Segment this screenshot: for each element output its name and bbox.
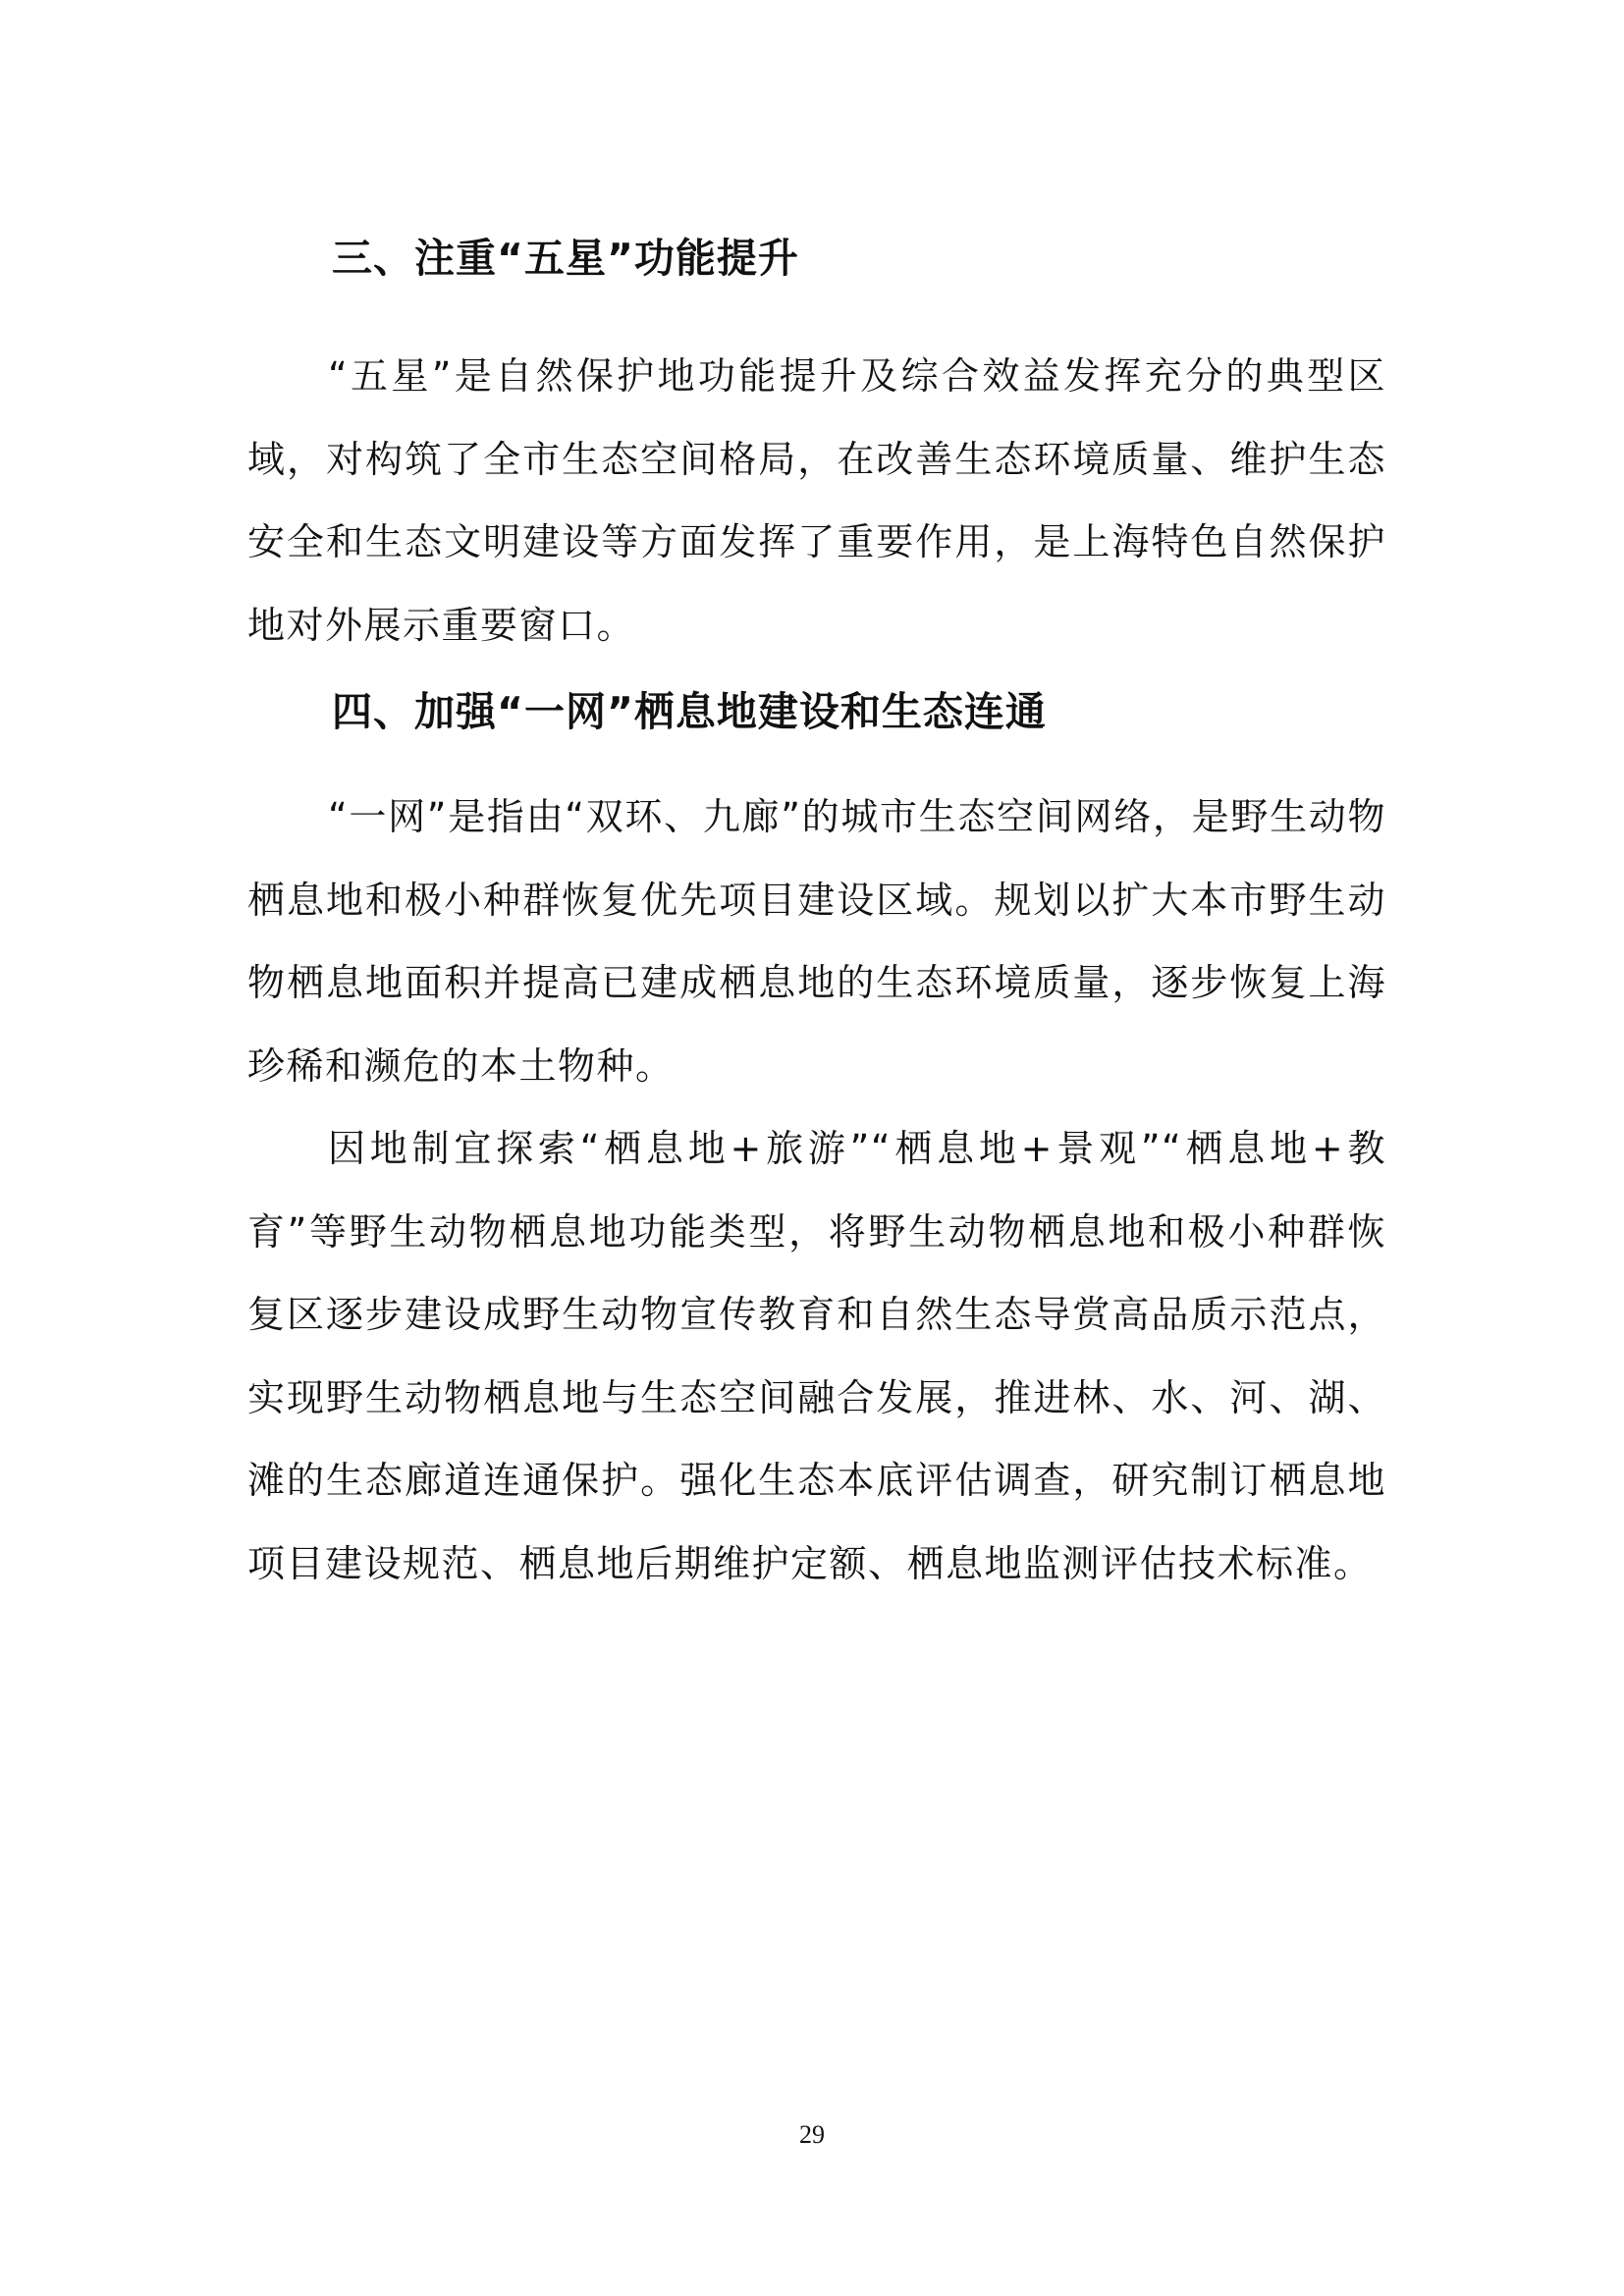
section-heading-four: 四、加强“一网”栖息地建设和生态连通 — [332, 688, 1047, 735]
page-number: 29 — [799, 2120, 825, 2149]
paragraph: “一网”是指由“双环、九廊”的城市生态空间网络，是野生动物栖息地和极小种群恢复优先项目建设区域。规划以扩大本市野生动物栖息地面积并提高已建成栖息地的生态环境质量，逐步恢复上海珍稀和濒危的本土物种。 — [247, 795, 1386, 1088]
section-four-body — [247, 775, 1386, 1605]
section-three-body — [247, 335, 1386, 667]
section-heading-three: 三、注重“五星”功能提升 — [332, 235, 799, 282]
paragraph: 因地制宜探索“栖息地+旅游”“栖息地+景观”“栖息地+教育”等野生动物栖息地功能类型，将野生动物栖息地和极小种群恢复区逐步建设成野生动物宣传教育和自然生态导赏高品质示范点，实现野生动物栖息地与生态空间融合发展，推进林、水、河、湖、滩的生态廊道连通保护。强化生态本底评估调查，研究制订栖息地项目建设规范、栖息地后期维护定额、栖息地监测评估技术标准。 — [247, 1127, 1386, 1585]
paragraph: “五星”是自然保护地功能提升及综合效益发挥充分的典型区域，对构筑了全市生态空间格局，在改善生态环境质量、维护生态安全和生态文明建设等方面发挥了重要作用，是上海特色自然保护地对外展示重要窗口。 — [247, 354, 1386, 647]
